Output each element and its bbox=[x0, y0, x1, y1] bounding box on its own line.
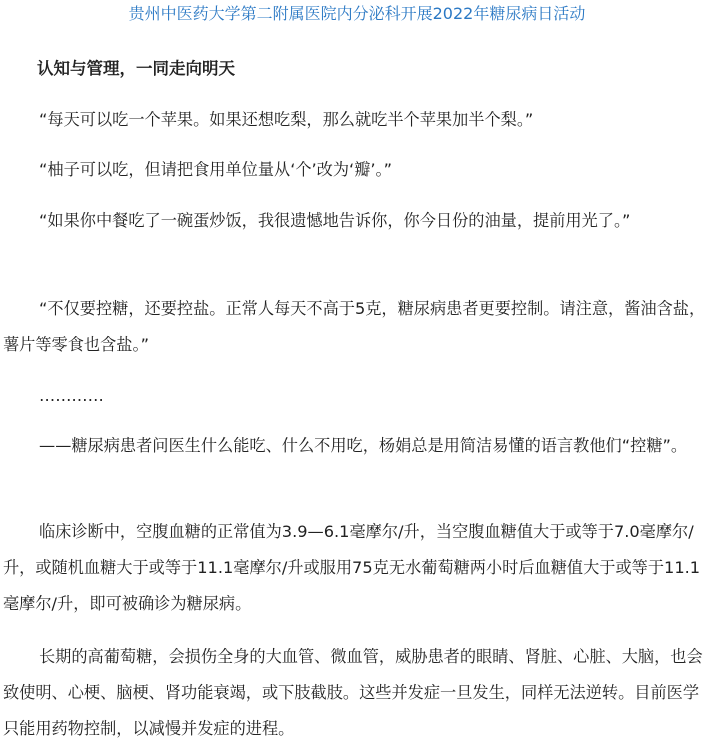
article-heading: 认知与管理，一同走向明天 bbox=[37, 59, 235, 78]
paragraph-salt: “不仅要控糖，还要控盐。正常人每天不高于5克，糖尿病患者更要控制。请注意，酱油含盐，薯片等零食也含盐。” bbox=[3, 299, 706, 354]
paragraph-ellipsis: ………… bbox=[39, 386, 104, 405]
paragraph-doctor-advice: ——糖尿病患者问医生什么能吃、什么不用吃，杨娟总是用简洁易懂的语言教他们“控糖”。 bbox=[39, 436, 688, 455]
paragraph-apple: “每天可以吃一个苹果。如果还想吃梨，那么就吃半个苹果加半个梨。” bbox=[39, 110, 534, 129]
paragraph-fried-rice: “如果你中餐吃了一碗蛋炒饭，我很遗憾地告诉你，你今日份的油量，提前用光了。” bbox=[39, 211, 631, 230]
paragraph-pomelo: “柚子可以吃，但请把食用单位量从‘个’改为‘瓣’。” bbox=[39, 160, 393, 179]
paragraph-diagnosis: 临床诊断中，空腹血糖的正常值为3.9—6.1毫摩尔/升，当空腹血糖值大于或等于7.0毫摩尔/升，或随机血糖大于或等于11.1毫摩尔/升或服用75克无水葡萄糖两小时后血糖值大于或等于11.1毫摩尔/升，即可被确诊为糖尿病。 bbox=[3, 522, 701, 613]
article-title: 贵州中医药大学第二附属医院内分泌科开展2022年糖尿病日活动 bbox=[128, 4, 586, 23]
paragraph-complications: 长期的高葡萄糖，会损伤全身的大血管、微血管，威胁患者的眼睛、肾脏、心脏、大脑，也会致使明、心梗、脑梗、肾功能衰竭，或下肢截肢。这些并发症一旦发生，同样无法逆转。目前医学只能用药物控制，以减慢并发症的进程。 bbox=[3, 647, 703, 738]
